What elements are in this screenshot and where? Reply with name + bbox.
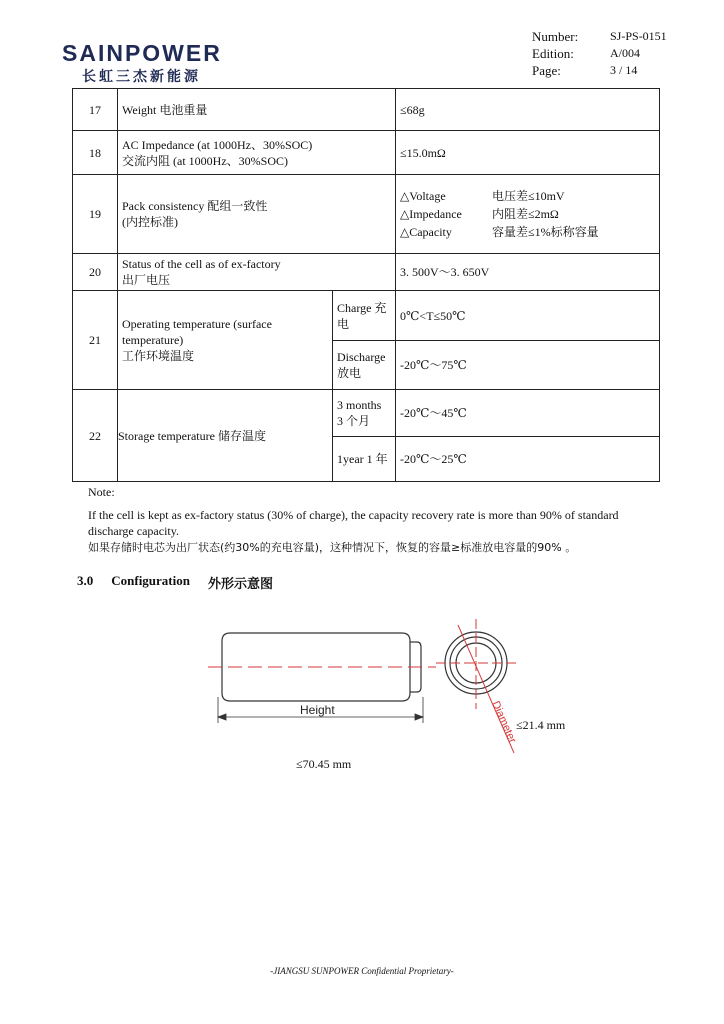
sub-chinese: 放电	[337, 366, 362, 380]
row-item	[118, 291, 333, 390]
item-english: Operating temperature (surface temperature)	[122, 317, 272, 347]
row-number: 18	[73, 131, 118, 175]
sub-chinese: 电	[337, 316, 350, 331]
item-chinese: (内控标准)	[122, 215, 178, 229]
row-number: 22	[73, 390, 118, 482]
row-value: ≤15.0mΩ	[396, 131, 660, 175]
page-label: Page:	[532, 63, 561, 78]
item-english: AC Impedance (at 1000Hz、30%SOC)	[122, 137, 313, 152]
sub-condition: 1year 1 年	[333, 437, 396, 482]
consistency-desc: 电压差≤10mV	[492, 189, 565, 203]
consistency-desc: 内阻差≤2mΩ	[492, 207, 559, 221]
item-english: Status of the cell as of ex-factory	[122, 257, 281, 271]
note-english: If the cell is kept as ex-factory status (30% of charge), the capacity recovery rate is more than 90% of standard discharge capacity.	[88, 508, 619, 538]
sub-english: Discharge	[337, 350, 386, 364]
row-value	[396, 175, 660, 254]
consistency-line	[400, 224, 655, 240]
row-value: -20℃～45℃	[396, 390, 660, 437]
height-value: ≤70.45 mm	[296, 757, 352, 771]
consistency-label: △Impedance	[400, 207, 462, 221]
consistency-label: △Voltage	[400, 189, 446, 203]
diameter-value: ≤21.4 mm	[516, 718, 566, 732]
table-row	[73, 175, 660, 254]
row-item: Weight 电池重量	[118, 89, 396, 131]
table-row	[73, 89, 660, 131]
section-title-english: Configuration	[111, 573, 190, 588]
edition-value: A/004	[610, 46, 640, 60]
company-logo-chinese: 长虹三杰新能源	[82, 69, 201, 85]
row-number: 17	[73, 89, 118, 131]
item-chinese: 交流内阻 (at 1000Hz、30%SOC)	[122, 153, 288, 168]
sub-chinese: 3 个月	[337, 414, 371, 428]
cell-configuration-drawing	[200, 605, 600, 765]
row-item	[118, 175, 396, 254]
sub-condition	[333, 390, 396, 437]
row-item	[118, 131, 396, 175]
row-number: 21	[73, 291, 118, 390]
sub-condition	[333, 341, 396, 390]
sub-english: 3 months	[337, 398, 382, 412]
table-row	[73, 291, 660, 341]
row-value: -20℃～25℃	[396, 437, 660, 482]
section-title-chinese: 外形示意图	[207, 577, 273, 592]
consistency-line	[400, 188, 655, 204]
note-block	[88, 484, 663, 556]
sub-condition	[333, 291, 396, 341]
row-value: 3. 500V～3. 650V	[396, 254, 660, 291]
diameter-label: Diameter	[489, 699, 519, 745]
consistency-desc: 容量差≤1%标称容量	[492, 225, 599, 239]
table-row	[73, 390, 660, 437]
item-chinese: 出厂电压	[122, 273, 171, 287]
row-value: ≤68g	[396, 89, 660, 131]
spec-table	[72, 88, 660, 482]
page-footer: -JIANGSU SUNPOWER Confidential Proprietary-	[270, 966, 454, 976]
number-value: SJ-PS-0151	[610, 29, 667, 43]
company-logo-text: SAINPOWER	[62, 40, 222, 66]
row-item: Storage temperature 储存温度	[118, 390, 333, 482]
row-item	[118, 254, 396, 291]
row-value: 0℃<T≤50℃	[396, 291, 660, 341]
note-chinese: 如果存储时电芯为出厂状态(约30%的充电容量)，这种情况下，恢复的容量≥标准放电容量的90% 。	[88, 541, 577, 554]
row-number: 20	[73, 254, 118, 291]
section-heading	[77, 573, 273, 592]
consistency-label: △Capacity	[400, 225, 452, 239]
item-english: Pack consistency 配组一致性	[122, 199, 268, 213]
height-label: Height	[300, 703, 335, 717]
consistency-line	[400, 206, 655, 222]
section-number: 3.0	[77, 573, 94, 588]
edition-label: Edition:	[532, 46, 574, 61]
table-row	[73, 254, 660, 291]
number-label: Number:	[532, 29, 579, 44]
row-value: -20℃～75℃	[396, 341, 660, 390]
row-number: 19	[73, 175, 118, 254]
note-title: Note:	[88, 485, 115, 499]
document-meta	[532, 28, 667, 79]
item-chinese: 工作环境温度	[122, 349, 195, 363]
table-row	[73, 131, 660, 175]
page-value: 3 / 14	[610, 63, 638, 77]
sub-english: Charge 充	[337, 300, 387, 315]
